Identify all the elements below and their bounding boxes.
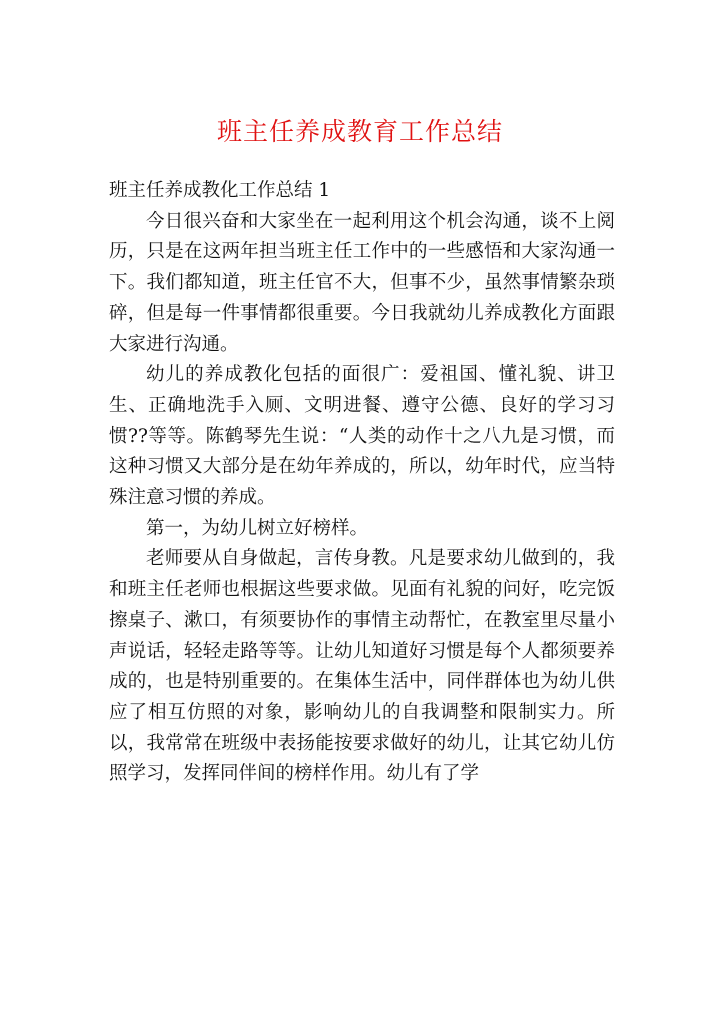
paragraph: 第一，为幼儿树立好榜样。 <box>146 517 369 539</box>
document-body <box>109 176 615 790</box>
document-title: 班主任养成教育工作总结 <box>216 117 503 146</box>
paragraph: 幼儿的养成教化包括的面很广：爱祖国、懂礼貌、讲卫生、正确地洗手入厕、文明进餐、遵守公德、良好的学习习惯??等等。陈鹤琴先生说：“人类的动作十之八九是习惯，而这种习惯又大部分是在幼年养成的，所以，幼年时代，应当特殊注意习惯的养成。 <box>109 364 615 509</box>
paragraph: 老师要从自身做起，言传身教。凡是要求幼儿做到的，我和班主任老师也根据这些要求做。见面有礼貌的问好，吃完饭擦桌子、漱口，有须要协作的事情主动帮忙，在教室里尽量小声说话，轻轻走路等等。让幼儿知道好习惯是每个人都须要养成的，也是特别重要的。在集体生活中，同伴群体也为幼儿供应了相互仿照的对象，影响幼儿的自我调整和限制实力。所以，我常常在班级中表扬能按要求做好的幼儿，让其它幼儿仿照学习，发挥同伴间的榜样作用。幼儿有了学 <box>109 548 615 785</box>
paragraph: 今日很兴奋和大家坐在一起利用这个机会沟通，谈不上阅历，只是在这两年担当班主任工作中的一些感悟和大家沟通一下。我们都知道，班主任官不大，但事不少，虽然事情繁杂琐碎，但是每一件事情都很重要。今日我就幼儿养成教化方面跟大家进行沟通。 <box>109 210 615 355</box>
document-subtitle: 班主任养成教化工作总结 1 <box>109 180 331 201</box>
